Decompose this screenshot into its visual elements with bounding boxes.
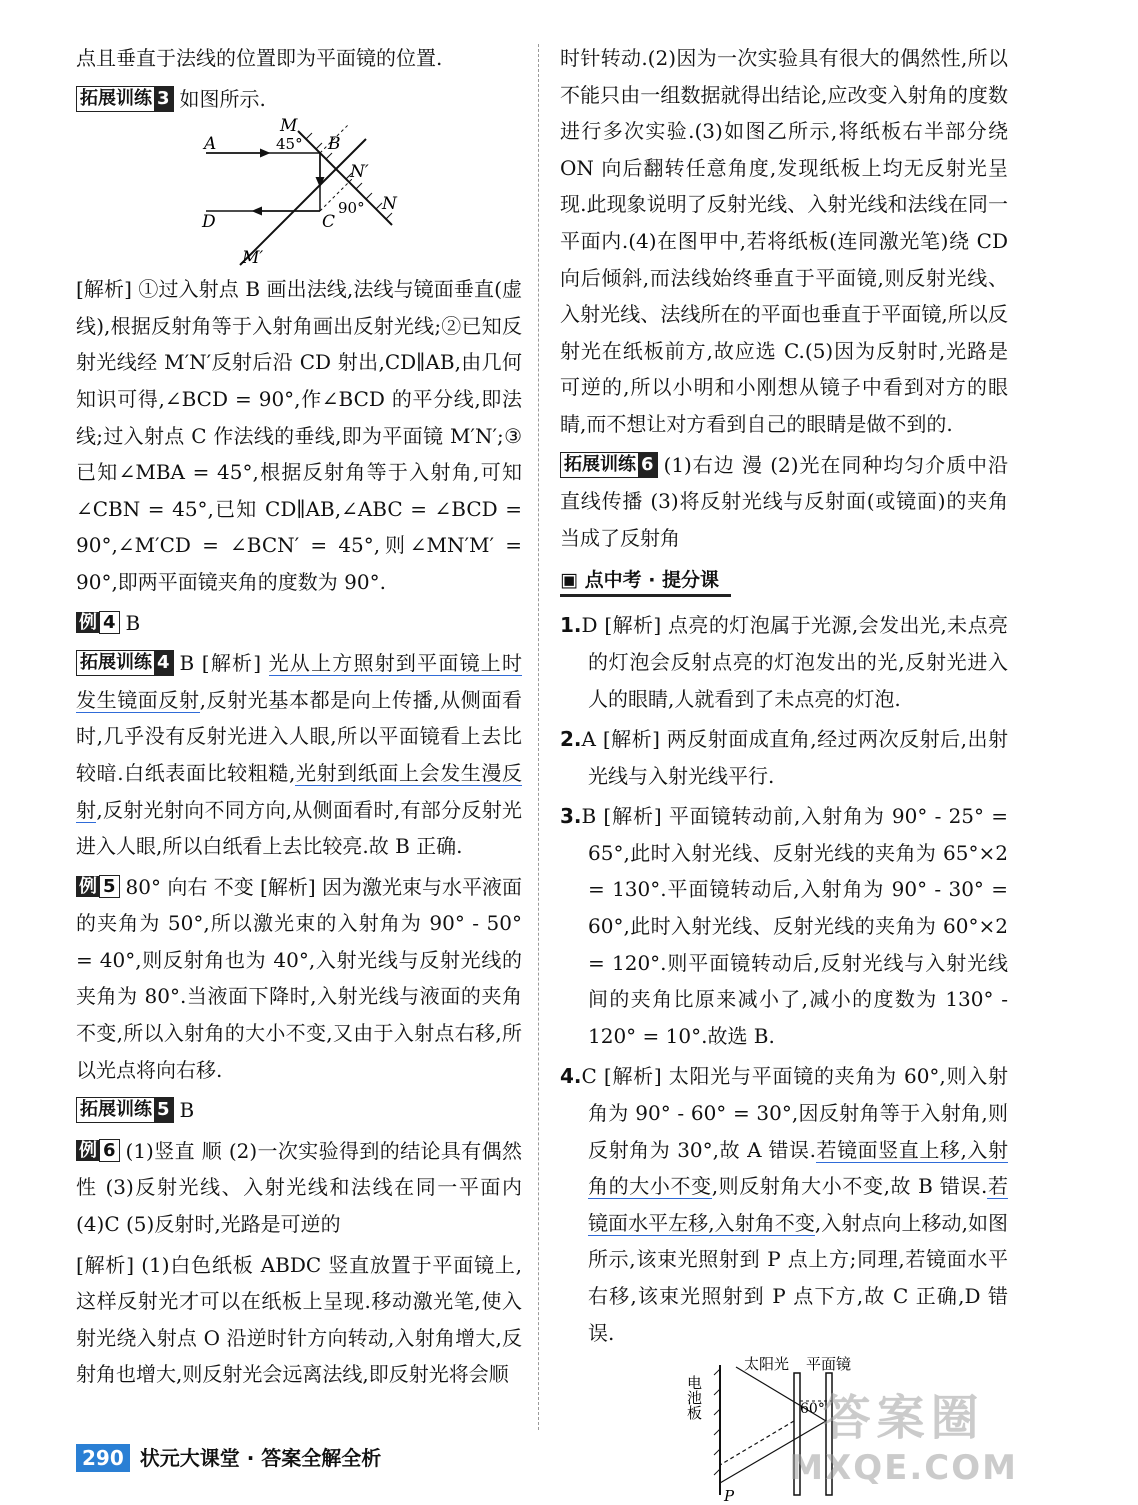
label-90: 90° <box>338 199 365 218</box>
right-column <box>560 40 1008 1505</box>
extension-tag: 拓展训练 4 <box>76 650 174 676</box>
label-45: 45° <box>276 135 303 154</box>
example-tag: 例 5 <box>76 875 120 899</box>
underline-1: 光从上方照射到平面镜上时发生镜面反射 <box>76 651 523 712</box>
mirror-diagram <box>76 117 522 267</box>
left-intro: 点且垂直于法线的位置即为平面镜的位置. <box>76 46 443 70</box>
extension-4: 拓展训练 4 B [解析] 光从上方照射到平面镜上时发生镜面反射,反射光基本都是向上传播,从侧面看时,几乎没有反射光进入人眼,所以平面镜看上去比较暗.白纸表面比较粗糙,光射到纸面上会发生漫反射,反射光射向不同方向,从侧面看时,有部分反射光进入人眼,所以白纸看上去比较亮.故 B 正确. <box>76 651 523 859</box>
extension-tag: 拓展训练 5 <box>76 1097 174 1123</box>
label-battery: 电池板 <box>685 1375 703 1421</box>
underline-2: 光射到纸面上会发生漫反射 <box>76 760 522 822</box>
page-number: 290 <box>76 1444 130 1472</box>
question-3: 3.B [解析] 平面镜转动前,入射角为 90° - 25° = 65°,此时入射光线、反射光线的夹角为 65°×2 = 130°.平面镜转动后,入射角为 90° - 30° = 60°,此时入射光线、反射光线的夹角为 60°×2 = 120°.则平面镜转动后,反射光线与入射光线间的夹角比原来减小了,减小的度数为 130° - 120° = 10°.故选 B. <box>560 804 1008 1048</box>
question-2: 2.A [解析] 两反射面成直角,经过两次反射后,出射光线与入射光线平行. <box>560 727 1008 788</box>
example-tag: 例 4 <box>76 611 120 635</box>
extension-6: 拓展训练 6 (1)右边 漫 (2)光在同种均匀介质中沿直线传播 (3)将反射光线与反射面(或镜面)的夹角当成了反射角 <box>560 452 1008 550</box>
footer-title: 状元大课堂 · 答案全解全析 <box>139 1446 382 1470</box>
watermark: 答案圈 MXQE.COM <box>789 1390 1018 1488</box>
label-d: D <box>202 212 216 233</box>
extension-tag: 拓展训练 3 <box>76 86 174 112</box>
column-divider <box>538 44 539 1430</box>
analysis-6: [解析] (1)白色纸板 ABDC 竖直放置于平面镜上,这样反射光才可以在纸板上呈现.移动激光笔,使入射光绕入射点 O 沿逆时针方向转动,入射角增大,反射角也增大,则反射光会远离法线,即反射光将会顺 <box>76 1252 522 1387</box>
label-np: N′ <box>350 162 369 183</box>
example-6: 例 6 (1)竖直 顺 (2)一次实验得到的结论具有偶然性 (3)反射光线、入射光线和法线在同一平面内 (4)C (5)反射时,光路是可逆的 <box>76 1138 522 1237</box>
analysis-1: [解析] ①过入射点 B 画出法线,法线与镜面垂直(虚线),根据反射角等于入射角画出反射光线;②已知反射光线经 M′N′反射后沿 CD 射出,CD∥AB,由几何知识可得,∠BCD = 90°,作∠BCD 的平分线,即法线;过入射点 C 作法线的垂线,即为平面镜 M′N′;③已知∠MBA = 45°,根据反射角等于入射角,可知∠CBN = 45°,已知 CD∥AB,∠ABC = ∠BCD = 90°,∠M′CD = ∠BCN′ = 45°,则∠MN′M′ = 90°,即两平面镜夹角的度数为 90°. <box>76 277 522 594</box>
label-b: B <box>328 134 341 155</box>
label-mirror: 平面镜 <box>806 1355 852 1374</box>
label-60: 60° <box>800 1401 825 1418</box>
question-4: 4.C [解析] 太阳光与平面镜的夹角为 60°,则入射角为 90° - 60° = 30°,因反射角等于入射角,则反射角为 30°,故 A 错误.若镜面竖直上移,入射角的大小不变,则反射角大小不变,故 B 错误.若镜面水平左移,入射角不变,入射点向上移动,如图所示,该束光照射到 P 点上方;同理,若镜面水平右移,该束光照射到 P 点下方,故 C 正确,D 错误. <box>560 1064 1009 1345</box>
underline-3: 若镜面竖直上移,入射角的大小不变 <box>588 1137 1009 1199</box>
book-icon: ▣ <box>560 569 585 592</box>
label-c: C <box>322 212 336 233</box>
label-m: M <box>280 116 298 137</box>
right-continued: 时针转动.(2)因为一次实验具有很大的偶然性,所以不能只由一组数据就得出结论,应改变入射角的度数进行多次实验.(3)如图乙所示,将纸板右半部分绕 ON 向后翻转任意角度,发现纸板上均无反射光呈现.此现象说明了反射光线、入射光线和法线在同一平面内.(4)在图甲中,若将纸板(连同激光笔)绕 CD 向后倾斜,而法线始终垂直于平面镜,则反射光线、入射光线、法线所在的平面也垂直于平面镜,所以反射光在纸板前方,故应选 C.(5)因为反射时,光路是可逆的,所以小明和小刚想从镜子中看到对方的眼睛,而不想让对方看到自己的眼睛是做不到的. <box>560 46 1008 436</box>
example-4: 例 4 B <box>76 605 522 642</box>
label-mp: M′ <box>242 248 264 269</box>
extension-3 <box>76 81 522 118</box>
extension-5: 拓展训练 5 B <box>76 1092 522 1129</box>
label-n: N <box>382 194 397 215</box>
section-heading: ▣ 点中考 · 提分课 <box>560 566 731 597</box>
label-sun: 太阳光 <box>744 1355 790 1374</box>
question-1: 1.D [解析] 点亮的灯泡属于光源,会发出光,未点亮的灯泡会反射点亮的灯泡发出的光,反射光进入人的眼睛,人就看到了未点亮的灯泡. <box>560 613 1008 711</box>
extension-tag: 拓展训练 6 <box>560 452 658 478</box>
label-p: P <box>724 1487 735 1505</box>
example-tag: 例 6 <box>76 1139 120 1163</box>
page-footer <box>76 1442 381 1472</box>
label-a: A <box>204 134 217 155</box>
example-5: 例 5 80° 向右 不变 [解析] 因为激光束与水平液面的夹角为 50°,所以激光束的入射角为 90° - 50° = 40°,则反射角也为 40°,入射光线与反射光线的夹角为 80°.当液面下降时,入射光线与液面的夹角不变,所以入射角的大小不变,又由于入射点右移,所以光点将向右移. <box>76 874 523 1082</box>
underline-4: 若镜面水平左移,入射角不变 <box>588 1174 1009 1235</box>
left-column <box>76 40 522 1397</box>
extension-3-text: 如图所示. <box>179 86 266 111</box>
